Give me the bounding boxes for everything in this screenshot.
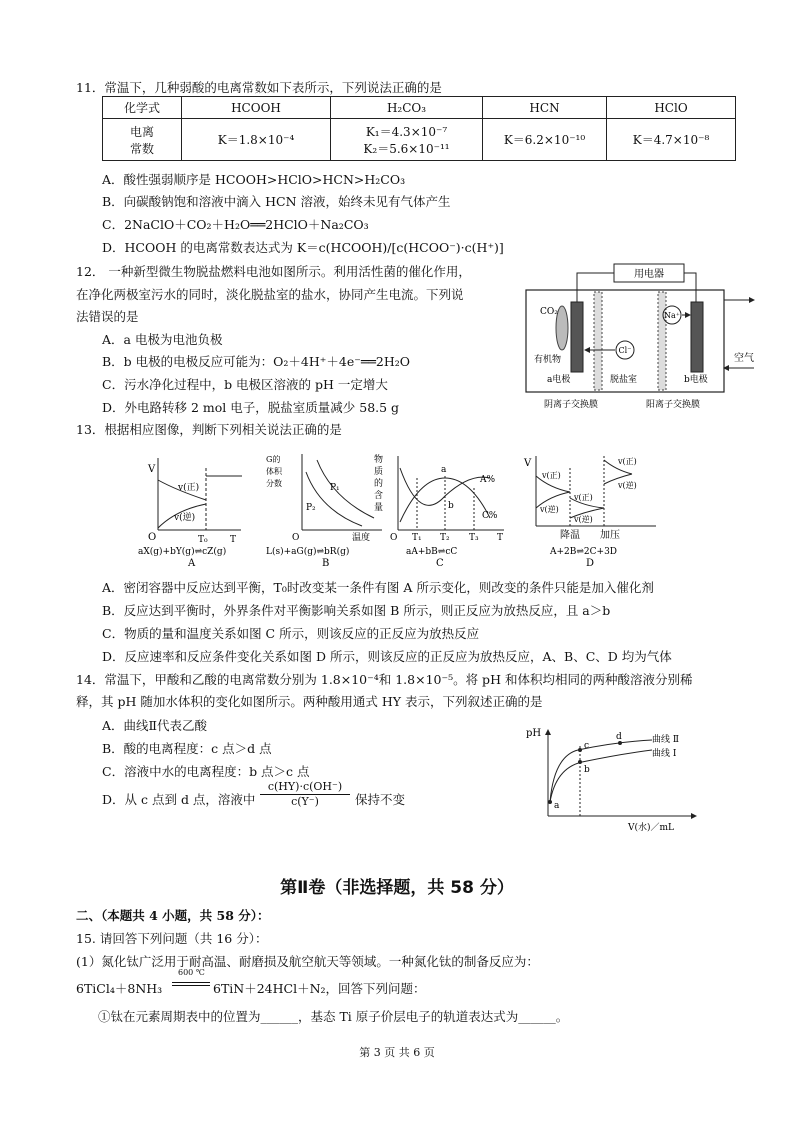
svg-text:T: T — [230, 535, 237, 545]
svg-text:T₃: T₃ — [469, 533, 479, 543]
q11-option-c: C．2NaClO＋CO₂＋H₂O══2HClO＋Na₂CO₃ — [102, 217, 369, 232]
svg-text:a: a — [554, 801, 560, 811]
svg-text:pH: pH — [526, 728, 542, 739]
svg-text:v(逆): v(逆) — [574, 515, 593, 524]
svg-text:L(s)+aG(g)⇌bR(g): L(s)+aG(g)⇌bR(g) — [266, 547, 350, 557]
svg-text:O: O — [292, 533, 300, 543]
svg-text:P₂: P₂ — [306, 503, 316, 513]
q12-option-a: A．a 电极为电池负极 — [102, 332, 223, 347]
q15-equation-right: 6TiN＋24HCl＋N₂，回答下列问题： — [213, 981, 426, 996]
svg-text:a: a — [441, 465, 447, 475]
svg-text:分数: 分数 — [266, 479, 282, 488]
equation-double-line — [172, 982, 210, 986]
co2-label: CO₂ — [540, 307, 558, 317]
q14-option-c: C．溶液中水的电离程度：b 点＞c 点 — [102, 764, 310, 779]
table-header: HCOOH — [182, 97, 331, 119]
svg-text:V: V — [148, 464, 156, 475]
svg-text:的: 的 — [374, 479, 384, 489]
svg-text:加压: 加压 — [600, 530, 620, 541]
q12-stem-line: 法错误的是 — [76, 309, 139, 324]
q13-figure-d — [520, 448, 660, 566]
table-cell-h2co3: K₁＝4.3×10⁻⁷ K₂＝5.6×10⁻¹¹ — [331, 119, 483, 161]
svg-text:v(逆): v(逆) — [540, 505, 559, 514]
q15-sub1: ①钛在元素周期表中的位置为______，基态 Ti 原子价层电子的轨道表达式为______。 — [98, 1009, 569, 1024]
svg-text:温度: 温度 — [352, 533, 371, 543]
svg-text:曲线 Ⅰ: 曲线 Ⅰ — [652, 749, 677, 759]
svg-text:C%: C% — [482, 511, 498, 521]
anion-membrane-label: 阴离子交换膜 — [544, 400, 599, 410]
device-label: 用电器 — [634, 269, 664, 280]
svg-text:V(水)／mL: V(水)／mL — [628, 823, 675, 832]
svg-text:体积: 体积 — [266, 467, 282, 476]
q13-option-a: A．密闭容器中反应达到平衡，T₀时改变某一条件有图 A 所示变化，则改变的条件只能是加入催化剂 — [102, 580, 654, 595]
table-header: H₂CO₃ — [331, 97, 483, 119]
svg-text:T₁: T₁ — [412, 533, 422, 543]
svg-text:T: T — [497, 533, 504, 543]
table-header: HCN — [483, 97, 607, 119]
q15-part1: (1）氮化钛广泛用于耐高温、耐磨损及航空航天等领域。一种氮化钛的制备反应为： — [76, 954, 539, 969]
svg-text:A%: A% — [480, 475, 496, 485]
q12-option-d: D．外电路转移 2 mol 电子，脱盐室质量减少 58.5 g — [102, 400, 400, 415]
svg-text:v(逆): v(逆) — [174, 513, 196, 523]
svg-text:v(正): v(正) — [574, 493, 593, 502]
q13-stem: 13．根据相应图像，判断下列相关说法正确的是 — [76, 422, 342, 437]
svg-text:量: 量 — [374, 503, 384, 513]
fuel-cell-diagram — [522, 262, 784, 412]
svg-text:v(逆): v(逆) — [618, 481, 637, 490]
a-electrode-label: a电极 — [547, 375, 571, 385]
table-row-label: 电离 常数 — [103, 119, 182, 161]
q13-figure-a — [136, 448, 256, 566]
svg-text:G的: G的 — [266, 455, 281, 464]
reaction-condition: 600 ℃ — [178, 968, 205, 977]
svg-text:含: 含 — [374, 491, 384, 501]
svg-text:v(正): v(正) — [542, 471, 561, 480]
q13-option-c: C．物质的量和温度关系如图 C 所示，则该反应的正反应为放热反应 — [102, 626, 480, 641]
svg-text:物: 物 — [374, 455, 384, 465]
table-cell-hclo: K＝4.7×10⁻⁸ — [607, 119, 736, 161]
svg-text:质: 质 — [374, 467, 384, 477]
q12-stem-line: 在净化两极室污水的同时，淡化脱盐室的盐水，协同产生电流。下列说 — [76, 287, 464, 302]
svg-text:b: b — [584, 765, 590, 775]
svg-text:B: B — [322, 558, 330, 566]
q12-option-b: B．b 电极的电极反应可能为：O₂＋4H⁺＋4e⁻══2H₂O — [102, 354, 410, 369]
q14-stem-line: 14．常温下，甲酸和乙酸的电离常数分别为 1.8×10⁻⁴和 1.8×10⁻⁵。将 pH 和体积均相同的两种酸溶液分别稀 — [76, 672, 693, 687]
svg-text:曲线 Ⅱ: 曲线 Ⅱ — [652, 735, 679, 745]
section-heading: 二、（本题共 4 小题，共 58 分）： — [76, 908, 270, 923]
svg-text:c: c — [584, 741, 590, 751]
q12-option-c: C．污水净化过程中，b 电极区溶液的 pH 一定增大 — [102, 377, 388, 392]
table-cell-hcn: K＝6.2×10⁻¹⁰ — [483, 119, 607, 161]
air-label: 空气 — [734, 353, 754, 364]
q14-option-d-prefix: D．从 c 点到 d 点，溶液中 — [102, 792, 256, 807]
q11-option-d: D．HCOOH 的电离常数表达式为 K＝c(HCOOH)/[c(HCOO⁻)·c(H⁺)] — [102, 240, 504, 255]
svg-text:D: D — [586, 558, 595, 566]
table-cell-hcooh: K＝1.8×10⁻⁴ — [182, 119, 331, 161]
svg-text:v(正): v(正) — [618, 457, 637, 466]
desalt-chamber-label: 脱盐室 — [610, 375, 638, 385]
part2-title: 第Ⅱ卷（非选择题，共 58 分） — [280, 878, 514, 898]
svg-text:C: C — [436, 558, 444, 566]
svg-text:A+2B⇌2C+3D: A+2B⇌2C+3D — [550, 547, 618, 557]
b-electrode-label: b电极 — [684, 375, 708, 385]
q14-option-d-suffix: 保持不变 — [355, 792, 406, 807]
svg-text:v(正): v(正) — [178, 483, 200, 493]
cl-ion-label: Cl⁻ — [618, 346, 632, 355]
page-footer: 第 3 页 共 6 页 — [359, 1046, 435, 1059]
q13-figure-c — [370, 448, 510, 566]
q14-option-b: B．酸的电离程度：c 点＞d 点 — [102, 741, 272, 756]
svg-text:d: d — [616, 732, 622, 742]
svg-text:T₀: T₀ — [198, 535, 208, 545]
q13-option-b: B．反应达到平衡时，外界条件对平衡影响关系如图 B 所示，则正反应为放热反应，且 a＞b — [102, 603, 611, 618]
svg-text:aX(g)+bY(g)⇌cZ(g): aX(g)+bY(g)⇌cZ(g) — [138, 547, 227, 557]
ionization-constant-table — [102, 96, 736, 161]
cation-membrane-label: 阳离子交换膜 — [646, 400, 701, 410]
svg-text:b: b — [448, 501, 454, 511]
svg-text:T₂: T₂ — [440, 533, 450, 543]
q12-stem-line: 12． 一种新型微生物脱盐燃料电池如图所示。利用活性菌的催化作用， — [76, 264, 471, 279]
q13-option-d: D．反应速率和反应条件变化关系如图 D 所示，则该反应的正反应为放热反应，A、B、C、D 均为气体 — [102, 649, 672, 664]
q14-option-a: A．曲线Ⅱ代表乙酸 — [102, 718, 208, 733]
ph-dilution-graph — [520, 720, 700, 832]
table-header: 化学式 — [103, 97, 182, 119]
q11-option-b: B．向碳酸钠饱和溶液中滴入 HCN 溶液，始终未见有气体产生 — [102, 194, 451, 209]
svg-text:降温: 降温 — [560, 530, 580, 541]
svg-text:aA+bB⇌cC: aA+bB⇌cC — [406, 547, 458, 557]
svg-text:O: O — [390, 533, 398, 543]
table-header: HClO — [607, 97, 736, 119]
svg-text:O: O — [148, 532, 157, 543]
organic-label: 有机物 — [534, 355, 562, 365]
na-ion-label: Na⁺ — [664, 311, 680, 320]
svg-text:A: A — [188, 558, 196, 566]
svg-text:P₁: P₁ — [330, 483, 340, 493]
q15-equation-left: 6TiCl₄＋8NH₃ — [76, 981, 163, 996]
q15-stem: 15. 请回答下列问题（共 16 分）： — [76, 931, 268, 946]
q14-option-d-fraction: c(HY)·c(OH⁻) c(Y⁻) — [260, 780, 350, 808]
q11-stem: 11．常温下，几种弱酸的电离常数如下表所示，下列说法正确的是 — [76, 80, 442, 95]
q14-stem-line: 释，其 pH 随加水体积的变化如图所示。两种酸用通式 HY 表示，下列叙述正确的是 — [76, 694, 543, 709]
q11-option-a: A．酸性强弱顺序是 HCOOH>HClO>HCN>H₂CO₃ — [102, 172, 406, 187]
svg-text:V: V — [524, 458, 532, 469]
